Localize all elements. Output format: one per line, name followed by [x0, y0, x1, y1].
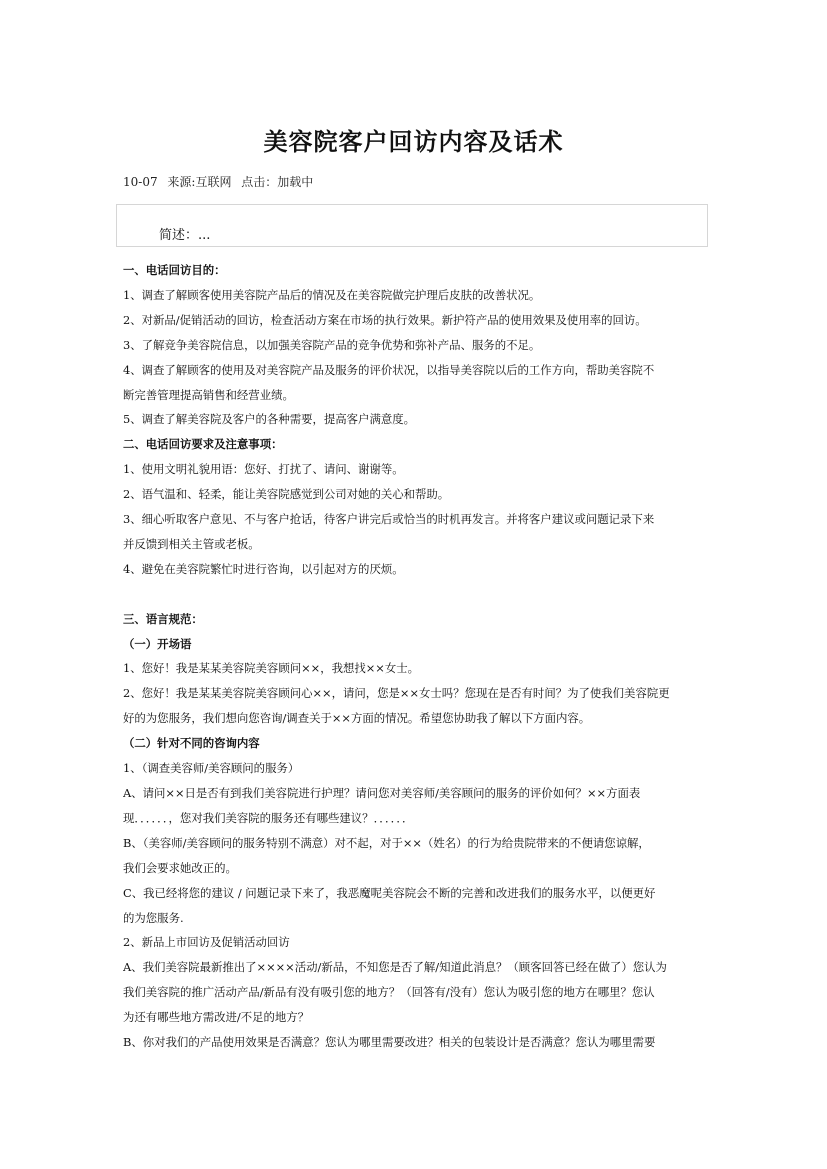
- summary-text: 简述：...: [159, 228, 211, 243]
- body-line: 我们美容院的推广活动产品/新品有没有吸引您的地方？（回答有/没有）您认为吸引您的地方在哪里？您认: [123, 985, 655, 1000]
- subsection-heading: （一）开场语: [123, 636, 192, 651]
- body-line: 1、（调查美容师/美容顾问的服务）: [123, 761, 300, 776]
- body-line: 我们会要求她改正的。: [123, 860, 237, 875]
- body-line: 2、对新品/促销活动的回访，检查活动方案在市场的执行效果。新护符产品的使用效果及使用率的回访。: [123, 312, 647, 327]
- body-line: 2、语气温和、轻柔，能让美容院感觉到公司对她的关心和帮助。: [123, 487, 450, 502]
- section-heading: 二、电话回访要求及注意事项：: [123, 437, 283, 452]
- body-line: 2、新品上市回访及促销活动回访: [123, 935, 290, 950]
- body-line: 3、了解竞争美容院信息，以加强美容院产品的竞争优势和弥补产品、服务的不足。: [123, 337, 541, 352]
- body-line: 的为您服务.: [123, 910, 184, 925]
- body-line: 为还有哪些地方需改进/不足的地方？: [123, 1010, 310, 1025]
- body-line: A、我们美容院最新推出了××××活动/新品，不知您是否了解/知道此消息？（顾客回答已经在做了）您认为: [123, 960, 667, 975]
- blank-line: [123, 582, 711, 607]
- body-line: A、请问××日是否有到我们美容院进行护理？请问您对美容师/美容顾问的服务的评价如何？××方面表: [123, 786, 641, 801]
- body-line: 3、细心听取客户意见、不与客户抢话，待客户讲完后或恰当的时机再发言。并将客户建议或问题记录下来: [123, 512, 655, 527]
- source-label: 来源:互联网: [167, 175, 232, 189]
- body-line: B、（美容师/美容顾问的服务特别不满意）对不起，对于××（姓名）的行为给贵院带来的不便请您谅解，: [123, 835, 650, 850]
- body-line: 2、您好！我是某某美容院美容顾问心××，请问，您是××女士吗？您现在是否有时间？为了使我们美容院更: [123, 686, 670, 701]
- body-line: 好的为您服务，我们想向您咨询/调查关于××方面的情况。希望您协助我了解以下方面内容。: [123, 711, 591, 726]
- body-line: 现．．．．．．，您对我们美容院的服务还有哪些建议？．．．．．．: [123, 810, 414, 825]
- body-line: 断完善管理提高销售和经营业绩。: [123, 387, 294, 402]
- body-line: 并反馈到相关主管或老板。: [123, 536, 260, 551]
- body-line: 1、调查了解顾客使用美容院产品后的情况及在美容院做完护理后皮肤的改善状况。: [123, 287, 541, 302]
- page-title: 美容院客户回访内容及话术: [263, 128, 564, 156]
- click-count: 点击：加载中: [241, 175, 314, 189]
- body-line: 4、避免在美容院繁忙时进行咨询，以引起对方的厌烦。: [123, 561, 404, 576]
- section-heading: 三、语言规范：: [123, 611, 203, 626]
- section-heading: 一、电话回访目的：: [123, 263, 226, 277]
- body-line: 4、调查了解顾客的使用及对美容院产品及服务的评价状况，以指导美容院以后的工作方向，帮助美容院不: [123, 362, 655, 377]
- article-meta: [123, 173, 319, 190]
- body-line: 5、调查了解美容院及客户的各种需要，提高客户满意度。: [123, 412, 416, 427]
- article-body: [123, 258, 711, 1055]
- publish-date: 10-07: [123, 175, 158, 189]
- summary-box: [116, 204, 708, 247]
- body-line: 1、您好！我是某某美容院美容顾问××，我想找××女士。: [123, 661, 420, 676]
- body-line: 1、使用文明礼貌用语：您好、打扰了、请问、谢谢等。: [123, 462, 404, 477]
- body-line: C、我已经将您的建议 / 问题记录下来了，我恶魔呢美容院会不断的完善和改进我们的服务水平，以便更好: [123, 885, 656, 900]
- body-line: B、你对我们的产品使用效果是否满意？您认为哪里需要改进？相关的包装设计是否满意？您认为哪里需要: [123, 1035, 656, 1050]
- subsection-heading: （二）针对不同的咨询内容: [123, 736, 260, 751]
